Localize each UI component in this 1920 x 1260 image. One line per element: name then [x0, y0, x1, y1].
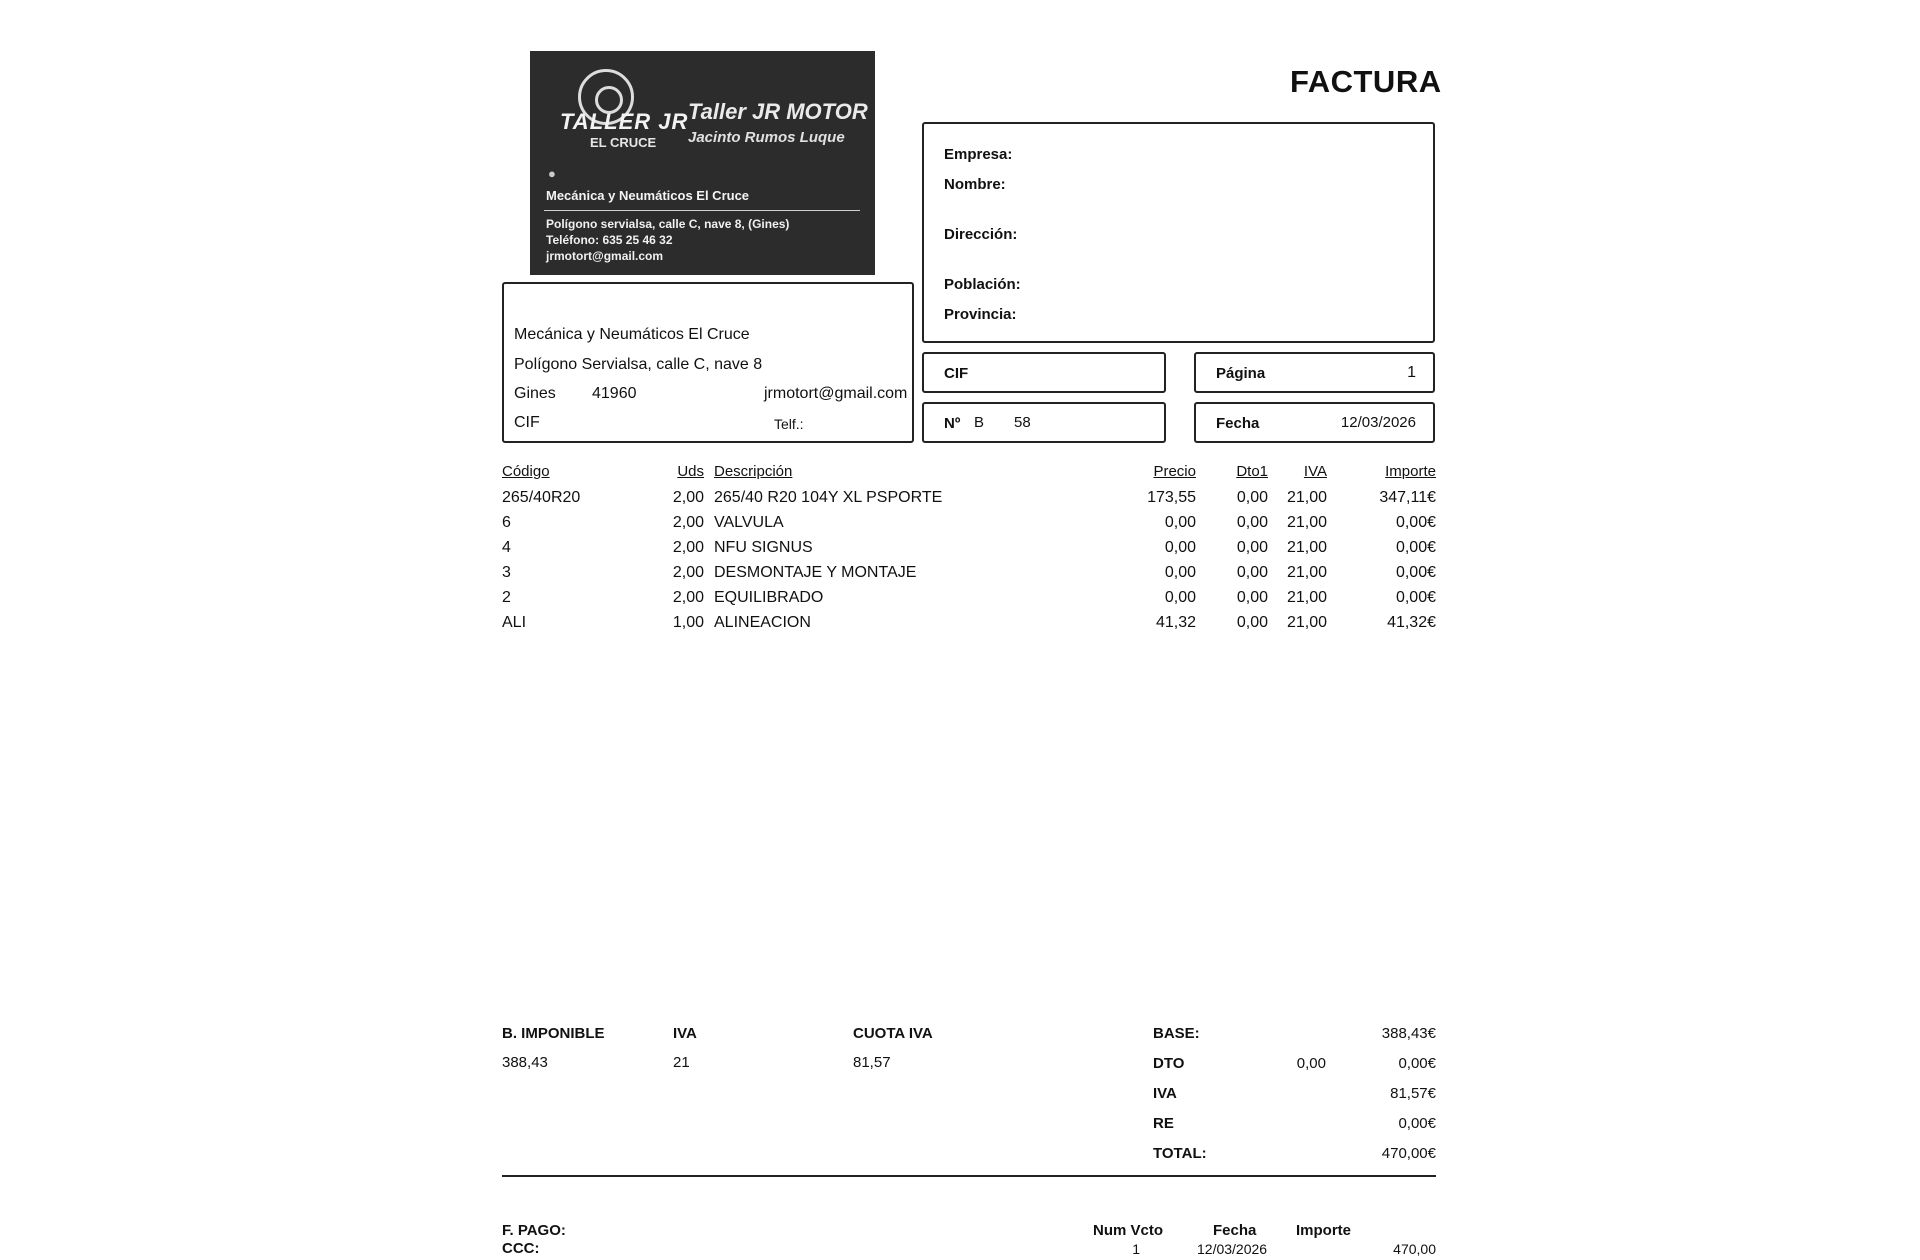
bimponible-value: 388,43: [502, 1054, 548, 1071]
row-iva: 21,00: [1286, 539, 1327, 556]
business-card: [530, 51, 875, 275]
nombre-label: Nombre:: [944, 176, 1006, 193]
row-codigo: ALI: [502, 614, 527, 631]
card-owner-name: Jacinto Rumos Luque: [688, 129, 845, 146]
row-precio: 173,55: [1147, 489, 1196, 506]
row-codigo: 6: [502, 514, 511, 531]
row-descripcion: DESMONTAJE Y MONTAJE: [714, 564, 917, 581]
numero-value: 58: [1014, 414, 1031, 431]
row-dto: 0,00: [1236, 589, 1268, 606]
issuer-cif-label: CIF: [514, 414, 540, 431]
row-precio: 0,00: [1164, 539, 1196, 556]
row-codigo: 2: [502, 589, 511, 606]
col-codigo: Código: [502, 463, 550, 480]
row-iva: 21,00: [1286, 489, 1327, 506]
cuota-value: 81,57: [853, 1054, 891, 1071]
tax-iva-value: 21: [673, 1054, 690, 1071]
cif-box: [922, 352, 1166, 393]
row-precio: 0,00: [1164, 514, 1196, 531]
table-row: [0, 564, 1920, 586]
tax-iva-label: IVA: [673, 1025, 697, 1042]
payment-importe-value: 470,00: [1393, 1241, 1436, 1257]
re-label: RE: [1153, 1115, 1174, 1132]
row-descripcion: EQUILIBRADO: [714, 589, 824, 606]
fecha-value: 12/03/2026: [1340, 414, 1416, 431]
row-iva: 21,00: [1286, 614, 1327, 631]
fecha-box: [1194, 402, 1435, 443]
payment-fecha-label: Fecha: [1213, 1222, 1257, 1239]
card-phone: Teléfono: 635 25 46 32: [546, 233, 673, 247]
logo-title: TALLER JR: [560, 109, 689, 134]
dto-value: 0,00€: [1398, 1055, 1436, 1072]
issuer-name: Mecánica y Neumáticos El Cruce: [514, 326, 750, 343]
divider: [502, 1175, 1436, 1177]
issuer-email: jrmotort@gmail.com: [764, 385, 908, 402]
row-importe: 0,00€: [1395, 589, 1436, 606]
col-iva: IVA: [1303, 463, 1327, 480]
row-uds: 2,00: [672, 564, 704, 581]
row-codigo: 4: [502, 539, 511, 556]
fecha-label: Fecha: [1216, 415, 1260, 432]
row-dto: 0,00: [1236, 539, 1268, 556]
table-row: [0, 589, 1920, 611]
totals-iva-label: IVA: [1153, 1085, 1177, 1102]
table-row: [0, 489, 1920, 511]
card-address: Polígono servialsa, calle C, nave 8, (Gines): [546, 217, 790, 231]
provincia-label: Provincia:: [944, 306, 1017, 323]
numvcto-value: 1: [1132, 1241, 1140, 1257]
row-uds: 1,00: [672, 614, 704, 631]
issuer-tel-label: Telf.:: [774, 416, 804, 432]
col-dto: Dto1: [1236, 463, 1268, 480]
row-precio: 0,00: [1164, 589, 1196, 606]
page-title: FACTURA: [1290, 64, 1442, 99]
sticker-icon: ●: [548, 166, 556, 181]
card-email: jrmotort@gmail.com: [546, 249, 664, 263]
col-importe: Importe: [1385, 463, 1436, 480]
cif-label: CIF: [944, 365, 969, 382]
pagina-label: Página: [1216, 365, 1266, 382]
ccc-label: CCC:: [502, 1240, 540, 1257]
table-row: [0, 539, 1920, 561]
row-importe: 0,00€: [1395, 564, 1436, 581]
dto-label: DTO: [1153, 1055, 1185, 1072]
row-descripcion: ALINEACION: [714, 614, 811, 631]
row-iva: 21,00: [1286, 589, 1327, 606]
row-uds: 2,00: [672, 514, 704, 531]
issuer-box: [502, 282, 914, 443]
row-iva: 21,00: [1286, 564, 1327, 581]
row-codigo: 3: [502, 564, 511, 581]
dto-pct: 0,00: [1296, 1055, 1326, 1072]
bimponible-label: B. IMPONIBLE: [502, 1025, 605, 1042]
payment-fecha-value: 12/03/2026: [1197, 1241, 1268, 1257]
issuer-address: Polígono Servialsa, calle C, nave 8: [514, 356, 763, 373]
row-precio: 0,00: [1164, 564, 1196, 581]
col-precio: Precio: [1153, 463, 1196, 480]
row-codigo: 265/40R20: [502, 489, 581, 506]
row-uds: 2,00: [672, 489, 704, 506]
card-brand-name: Taller JR MOTOR: [688, 99, 868, 124]
direccion-label: Dirección:: [944, 226, 1018, 243]
row-descripcion: VALVULA: [714, 514, 784, 531]
table-row: [0, 514, 1920, 536]
col-uds: Uds: [677, 463, 704, 480]
numero-box: [922, 402, 1166, 443]
table-header: [0, 463, 1920, 485]
client-box: [922, 122, 1435, 343]
re-value: 0,00€: [1398, 1115, 1436, 1132]
table-row: [0, 614, 1920, 636]
issuer-city: Gines: [514, 385, 556, 402]
row-importe: 0,00€: [1395, 514, 1436, 531]
empresa-label: Empresa:: [944, 146, 1013, 163]
row-dto: 0,00: [1236, 489, 1268, 506]
row-importe: 347,11€: [1379, 489, 1436, 506]
numero-label: Nº: [944, 415, 961, 432]
issuer-postcode: 41960: [592, 385, 637, 402]
totals-iva-value: 81,57€: [1390, 1085, 1436, 1102]
poblacion-label: Población:: [944, 276, 1021, 293]
fpago-label: F. PAGO:: [502, 1222, 566, 1239]
total-label: TOTAL:: [1153, 1145, 1207, 1162]
row-descripcion: NFU SIGNUS: [714, 539, 813, 556]
row-iva: 21,00: [1286, 514, 1327, 531]
row-importe: 0,00€: [1395, 539, 1436, 556]
cuota-label: CUOTA IVA: [853, 1025, 933, 1042]
payment-importe-label: Importe: [1296, 1222, 1352, 1239]
serie-value: B: [974, 414, 985, 431]
row-dto: 0,00: [1236, 614, 1268, 631]
pagina-box: [1194, 352, 1435, 393]
row-dto: 0,00: [1236, 564, 1268, 581]
total-value: 470,00€: [1381, 1145, 1436, 1162]
logo-subtitle: EL CRUCE: [590, 135, 657, 150]
row-precio: 41,32: [1155, 614, 1196, 631]
col-descripcion: Descripción: [714, 463, 793, 480]
numvcto-label: Num Vcto: [1093, 1222, 1164, 1239]
base-value: 388,43€: [1381, 1025, 1436, 1042]
row-descripcion: 265/40 R20 104Y XL PSPORTE: [714, 489, 943, 506]
row-uds: 2,00: [672, 589, 704, 606]
base-label: BASE:: [1153, 1025, 1200, 1042]
card-tagline: Mecánica y Neumáticos El Cruce: [546, 188, 750, 203]
row-dto: 0,00: [1236, 514, 1268, 531]
card-divider: [544, 210, 860, 211]
row-importe: 41,32€: [1387, 614, 1436, 631]
row-uds: 2,00: [672, 539, 704, 556]
pagina-value: 1: [1407, 364, 1416, 381]
